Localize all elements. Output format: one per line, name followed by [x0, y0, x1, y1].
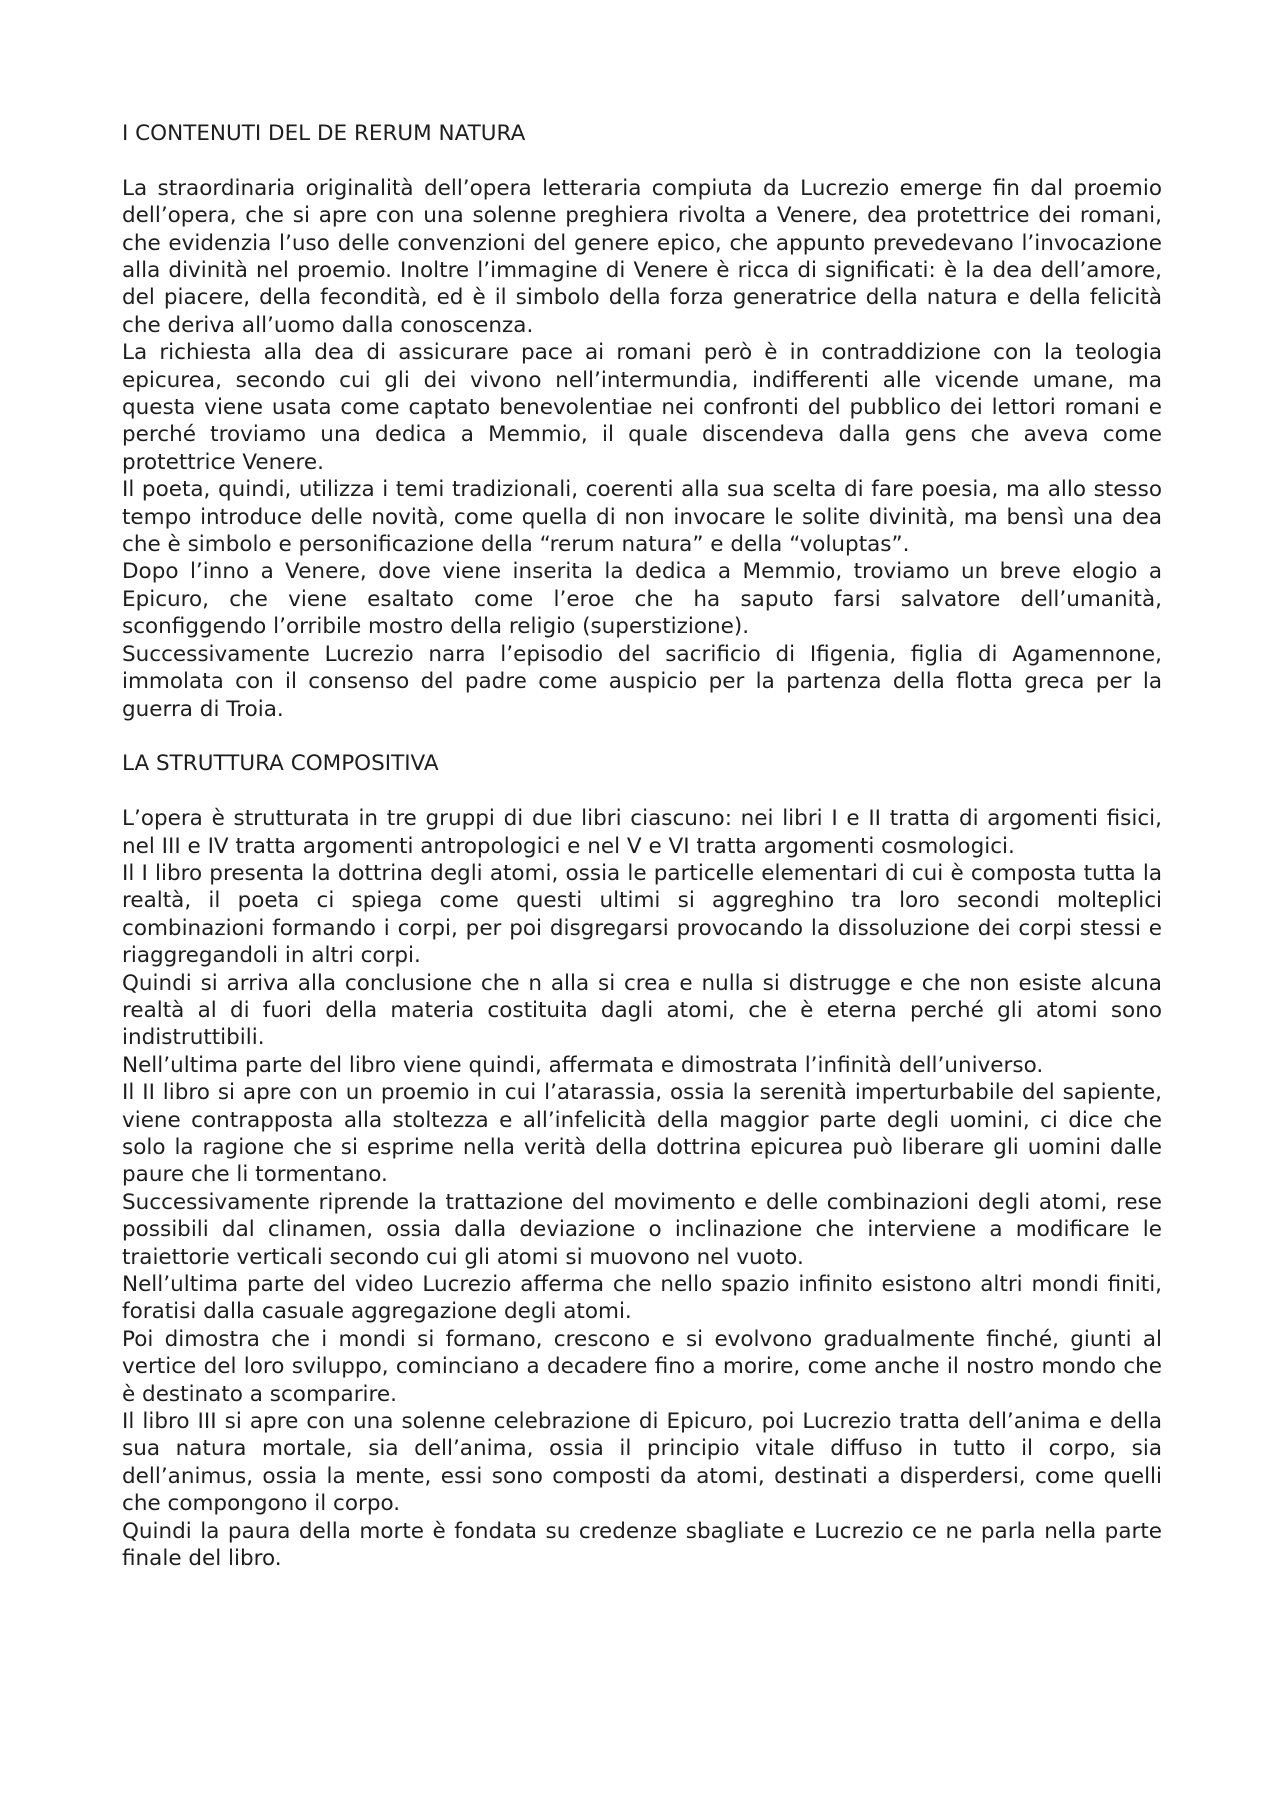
paragraph: Il II libro si apre con un proemio in cui l’atarassia, ossia la serenità imperturbabile del sapiente, viene contrapposta alla stoltezza e all’infelicità della maggior parte degli uomini, ci dice che solo la ragione che si esprime nella verità della dottrina epicurea può liberare gli uomini dalle paure che li tormentano. [122, 1080, 1162, 1188]
paragraph: La richiesta alla dea di assicurare pace ai romani però è in contraddizione con la teologia epicurea, secondo cui gli dei vivono nell’intermundia, indifferenti alle vicende umane, ma questa viene usata come captato benevolentiae nei confronti del pubblico dei lettori romani e perché troviamo una dedica a Memmio, il quale discendeva dalla gens che aveva come protettrice Venere. [122, 340, 1162, 475]
document-page [122, 120, 1162, 1572]
paragraph: Nell’ultima parte del libro viene quindi, affermata e dimostrata l’infinità dell’universo. [122, 1052, 1044, 1078]
section-heading-contenuti: I CONTENUTI DEL DE RERUM NATURA [122, 121, 526, 146]
paragraph: L’opera è strutturata in tre gruppi di due libri ciascuno: nei libri I e II tratta di argomenti fisici, nel III e IV tratta argomenti antropologici e nel V e VI tratta argomenti cosmologici. [122, 806, 1162, 859]
paragraph: Il libro III si apre con una solenne celebrazione di Epicuro, poi Lucrezio tratta dell’anima e della sua natura mortale, sia dell’anima, ossia il principio vitale diffuso in tutto il corpo, sia dell’animus, ossia la mente, essi sono composti da atomi, destinati a disperdersi, come quelli che compongono il corpo. [122, 1409, 1162, 1517]
paragraph: Nell’ultima parte del video Lucrezio afferma che nello spazio infinito esistono altri mondi finiti, foratisi dalla casuale aggregazione degli atomi. [122, 1272, 1162, 1325]
section-heading-struttura: LA STRUTTURA COMPOSITIVA [122, 751, 439, 777]
paragraph: Poi dimostra che i mondi si formano, crescono e si evolvono gradualmente finché, giunti al vertice del loro sviluppo, cominciano a decadere fino a morire, come anche il nostro mondo che è destinato a scomparire. [122, 1326, 1162, 1407]
paragraph: Dopo l’inno a Venere, dove viene inserita la dedica a Memmio, troviamo un breve elogio a Epicuro, che viene esaltato come l’eroe che ha saputo farsi salvatore dell’umanità, sconfiggendo l’orribile mostro della religio (superstizione). [122, 559, 1162, 640]
paragraph: Quindi la paura della morte è fondata su credenze sbagliate e Lucrezio ce ne parla nella parte finale del libro. [122, 1518, 1162, 1572]
paragraph: Successivamente Lucrezio narra l’episodio del sacrificio di Ifigenia, figlia di Agamennone, immolata con il consenso del padre come auspicio per la partenza della flotta greca per la guerra di Troia. [122, 641, 1162, 722]
paragraph: Il I libro presenta la dottrina degli atomi, ossia le particelle elementari di cui è composta tutta la realtà, il poeta ci spiega come questi ultimi si aggreghino tra loro secondi molteplici combinazioni formando i corpi, per poi disgregarsi provocando la dissoluzione dei corpi stessi e riaggregandoli in altri corpi. [122, 860, 1162, 969]
paragraph: Successivamente riprende la trattazione del movimento e delle combinazioni degli atomi, rese possibili dal clinamen, ossia dalla deviazione o inclinazione che interviene a modificare le traiettorie verticali secondo cui gli atomi si muovono nel vuoto. [122, 1189, 1162, 1270]
blank-line [122, 723, 1162, 750]
paragraph: La straordinaria originalità dell’opera letteraria compiuta da Lucrezio emerge fin dal proemio dell’opera, che si apre con una solenne preghiera rivolta a Venere, dea protettrice dei romani, che evidenzia l’uso delle convenzioni del genere epico, che appunto prevedevano l’invocazione alla divinità nel proemio. Inoltre l’immagine di Venere è ricca di significati: è la dea dell’amore, del piacere, della fecondità, ed è il simbolo della forza generatrice della natura e della felicità che deriva all’uomo dalla conoscenza. [122, 175, 1162, 338]
paragraph: Il poeta, quindi, utilizza i temi tradizionali, coerenti alla sua scelta di fare poesia, ma allo stesso tempo introduce delle novità, come quella di non invocare le solite divinità, ma bensì una dea che è simbolo e personificazione della “rerum natura” e della “voluptas”. [122, 477, 1162, 558]
paragraph: Quindi si arriva alla conclusione che n alla si crea e nulla si distrugge e che non esiste alcuna realtà al di fuori della materia costituita dagli atomi, che è eterna perché gli atomi sono indistruttibili. [122, 970, 1162, 1051]
blank-line [122, 147, 1162, 174]
blank-line [122, 778, 1162, 805]
